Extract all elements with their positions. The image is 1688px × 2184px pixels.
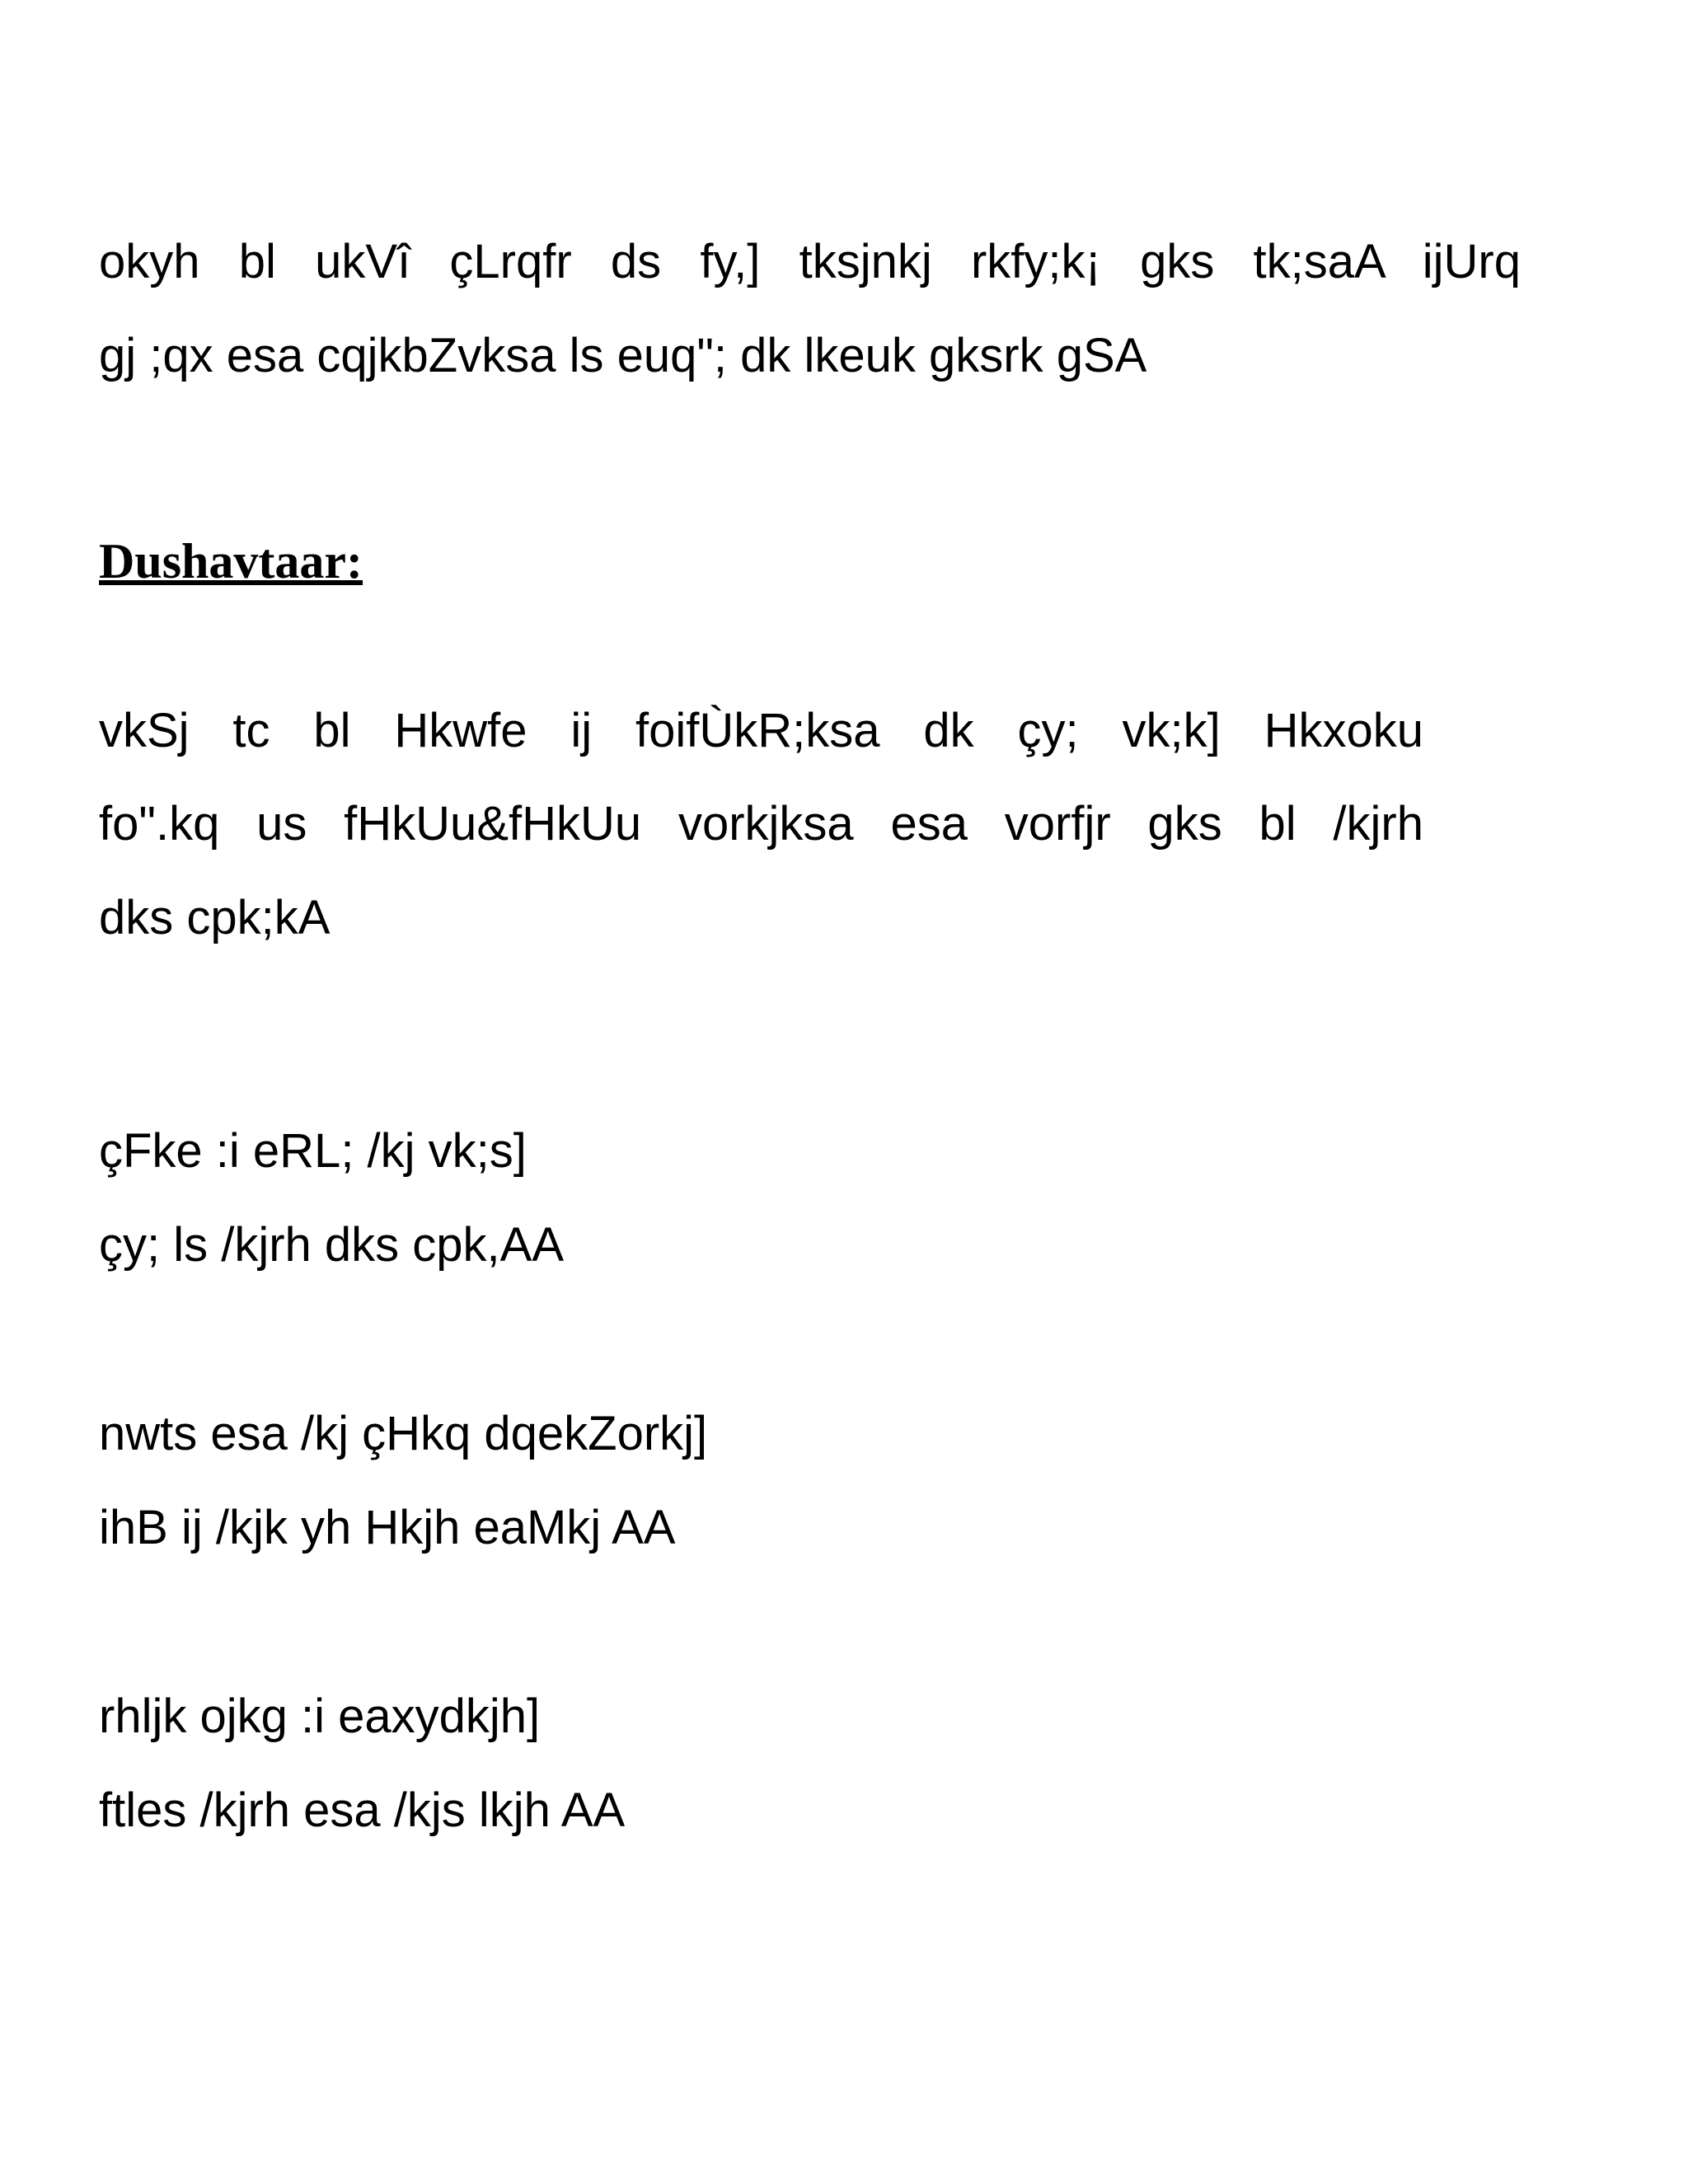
verse-line: ihB ij /kjk yh Hkjh eaMkj AA	[99, 1501, 676, 1554]
verse-line: nwts esa /kj çHkq dqekZorkj]	[99, 1407, 708, 1460]
paragraph-line: fo".kq us fHkUu&fHkUu vorkjksa esa vorfjr gks bl /kjrh	[99, 797, 1423, 851]
paragraph-line: dks cpk;kA	[99, 891, 331, 944]
paragraph-line: vkSj tc bl Hkwfe ij foifÙkR;ksa dk çy; vk;k] Hkxoku	[99, 704, 1423, 757]
paragraph-line: gj ;qx esa cqjkbZvksa ls euq"; dk lkeuk gksrk gSA	[99, 329, 1147, 382]
paragraph-line: okyh bl ukVî çLrqfr ds fy,] tksjnkj rkfy;k¡ gks tk;saA ijUrq	[99, 235, 1521, 288]
verse-line: ftles /kjrh esa /kjs lkjh AA	[99, 1783, 626, 1837]
verse-line: çFke :i eRL; /kj vk;s]	[99, 1124, 527, 1178]
verse-line: çy; ls /kjrh dks cpk,AA	[99, 1218, 565, 1272]
verse-line: rhljk ojkg :i eaxydkjh]	[99, 1690, 541, 1743]
section-heading: Dushavtaar:	[99, 534, 363, 588]
